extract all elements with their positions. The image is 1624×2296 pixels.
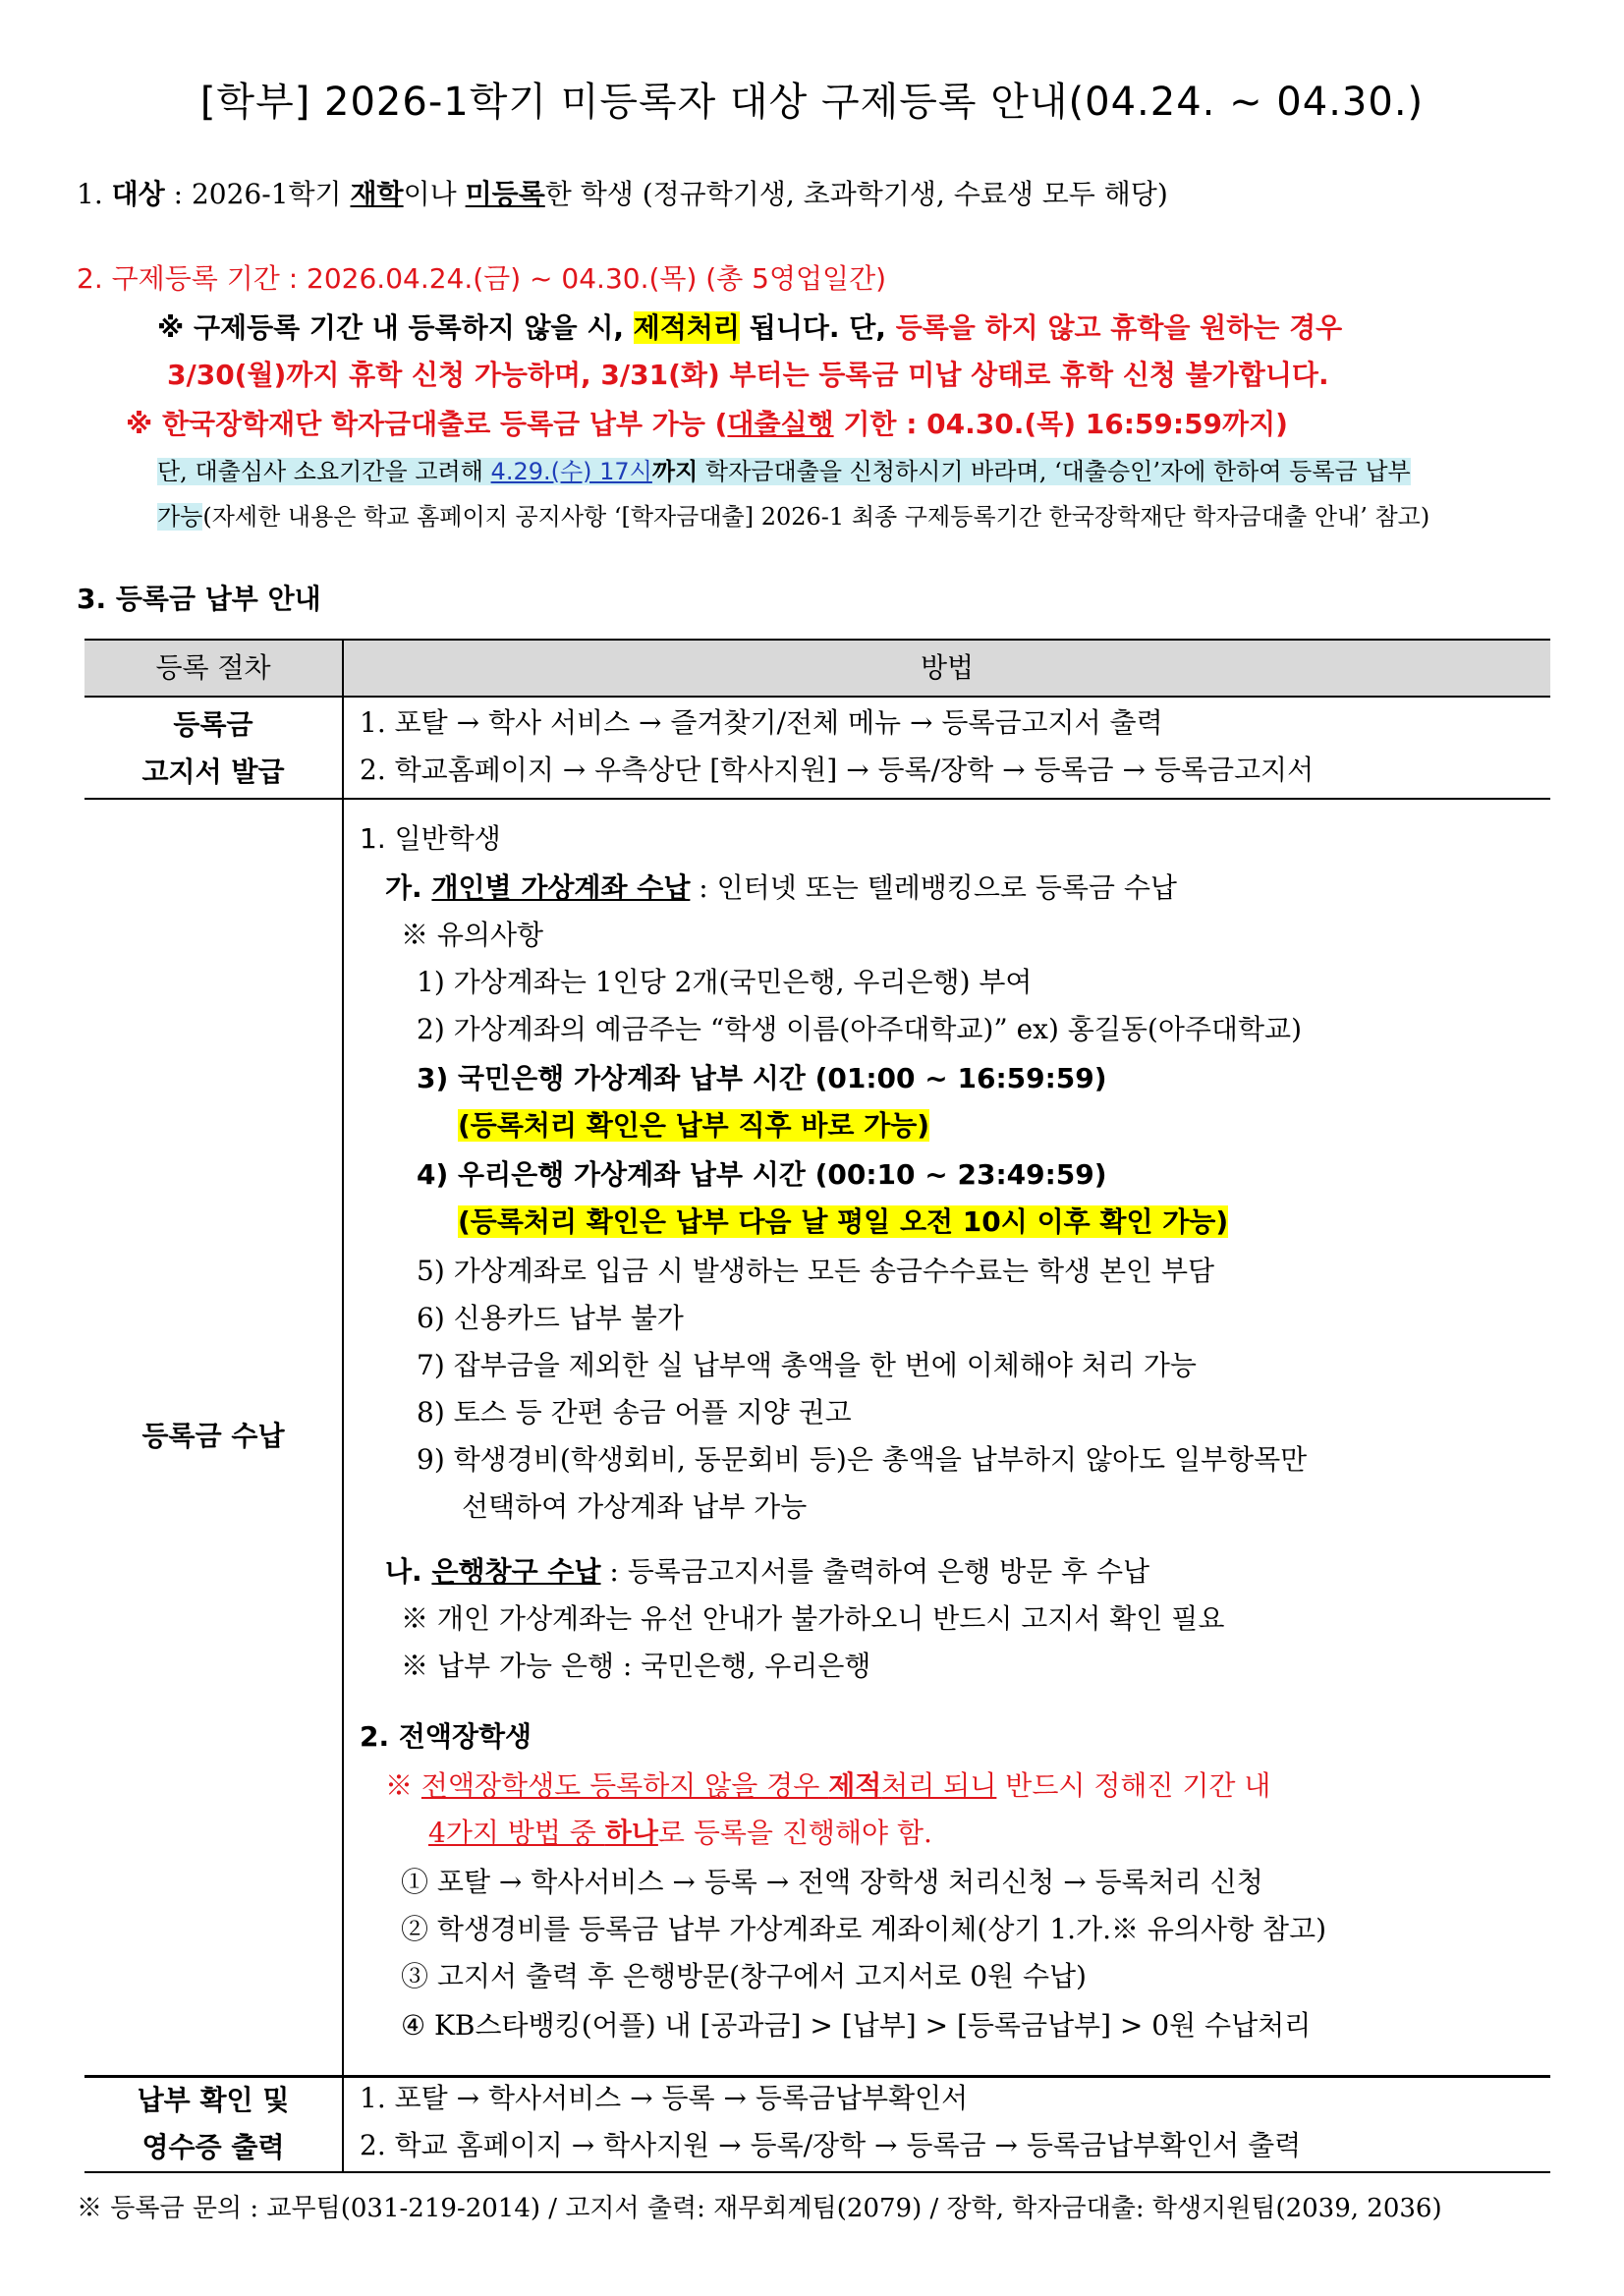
section-2-period: 2. 구제등록 기간 : 2026.04.24.(금) ~ 04.30.(목) (총 5영업일간) (77, 262, 887, 295)
receipt-step-1: 1. 포탈 → 학사서비스 → 등록 → 등록금납부확인서 (360, 2082, 969, 2114)
section-2-loan-note-cont: 가능(자세한 내용은 학교 홈페이지 공지사항 ‘[학자금대출] 2026-1 최종 구제등록기간 한국장학재단 학자금대출 안내’ 참고) (157, 503, 1430, 531)
section-2-loan-note: 단, 대출심사 소요기간을 고려해 4.29.(수) 17시까지 학자금대출을 신청하시기 바라며, ‘대출승인’자에 한하여 등록금 납부 (157, 458, 1411, 485)
page-title: [학부] 2026-1학기 미등록자 대상 구제등록 안내(04.24. ~ 04.30.) (199, 80, 1425, 125)
section-2-note-1-cont: 3/30(월)까지 휴학 신청 가능하며, 3/31(화) 부터는 등록금 미납 상태로 휴학 신청 불가합니다. (167, 359, 1329, 391)
col-header-method: 방법 (920, 651, 975, 684)
section-1-target: 1. 대상 : 2026-1학기 재학이나 미등록한 학생 (정규학기생, 초과학기생, 수료생 모두 해당) (77, 178, 1168, 210)
bill-issue-step-1: 1. 포탈 → 학사 서비스 → 즐겨찾기/전체 메뉴 → 등록금고지서 출력 (360, 706, 1163, 739)
full-scholarship-warning: ※ 전액장학생도 등록하지 않을 경우 제적처리 되니 반드시 정해진 기간 내 (385, 1769, 1271, 1802)
row-label-payment: 등록금 수납 (141, 1420, 285, 1452)
footer-contact: ※ 등록금 문의 : 교무팀(031-219-2014) / 고지서 출력: 재무회계팀(2079) / 장학, 학자금대출: 학생지원팀(2039, 2036) (77, 2194, 1442, 2223)
caution-item: 6) 신용카드 납부 불가 (417, 1302, 684, 1334)
caution-item: 1) 가상계좌는 1인당 2개(국민은행, 우리은행) 부여 (417, 966, 1033, 998)
full-scholarship-warning-cont: 4가지 방법 중 하나로 등록을 진행해야 함. (428, 1817, 932, 1849)
section-2-note-1: ※ 구제등록 기간 내 등록하지 않을 시, 제적처리 됩니다. 단, 등록을 하지 않고 휴학을 원하는 경우 (157, 311, 1343, 344)
bank-counter-heading: 나. 은행창구 수납 : 등록금고지서를 출력하여 은행 방문 후 수납 (385, 1555, 1150, 1588)
caution-item: 8) 토스 등 간편 송금 어플 지양 권고 (417, 1396, 852, 1428)
full-scholarship-heading: 2. 전액장학생 (360, 1720, 532, 1753)
bank-counter-note: ※ 납부 가능 은행 : 국민은행, 우리은행 (401, 1650, 871, 1682)
caution-item: 9) 학생경비(학생회비, 동문회비 등)은 총액을 납부하지 않아도 일부항목만 (417, 1443, 1308, 1476)
bank-counter-note: ※ 개인 가상계좌는 유선 안내가 불가하오니 반드시 고지서 확인 필요 (401, 1602, 1225, 1635)
payment-table (84, 639, 1550, 2173)
caution-item-cont: 선택하여 가상계좌 납부 가능 (462, 1490, 808, 1523)
caution-highlight: (등록처리 확인은 납부 직후 바로 가능) (458, 1109, 930, 1142)
registration-method: ② 학생경비를 등록금 납부 가상계좌로 계좌이체(상기 1.가.※ 유의사항 참고) (401, 1913, 1327, 1945)
section-2-note-2: ※ 한국장학재단 학자금대출로 등록금 납부 가능 (대출실행 기한 : 04.30.(목) 16:59:59까지) (126, 408, 1288, 440)
general-student-heading: 1. 일반학생 (360, 822, 501, 855)
caution-item: 4) 우리은행 가상계좌 납부 시간 (00:10 ~ 23:49:59) (417, 1158, 1107, 1191)
caution-highlight: (등록처리 확인은 납부 다음 날 평일 오전 10시 이후 확인 가능) (458, 1205, 1229, 1238)
caution-item: 3) 국민은행 가상계좌 납부 시간 (01:00 ~ 16:59:59) (417, 1062, 1107, 1094)
receipt-step-2: 2. 학교 홈페이지 → 학사지원 → 등록/장학 → 등록금 → 등록금납부확인서 출력 (360, 2129, 1302, 2161)
cautions-heading: ※ 유의사항 (401, 919, 544, 951)
caution-item: 5) 가상계좌로 입금 시 발생하는 모든 송금수수료는 학생 본인 부담 (417, 1255, 1215, 1287)
row-label-receipt-2: 영수증 출력 (141, 2131, 285, 2163)
virtual-account-heading: 가. 개인별 가상계좌 수납 : 인터넷 또는 텔레뱅킹으로 등록금 수납 (385, 871, 1177, 904)
bill-issue-step-2: 2. 학교홈페이지 → 우측상단 [학사지원] → 등록/장학 → 등록금 → 등록금고지서 (360, 754, 1315, 786)
registration-method: ① 포탈 → 학사서비스 → 등록 → 전액 장학생 처리신청 → 등록처리 신청 (401, 1866, 1263, 1898)
registration-method: ③ 고지서 출력 후 은행방문(창구에서 고지서로 0원 수납) (401, 1960, 1087, 1992)
caution-item: 7) 잡부금을 제외한 실 납부액 총액을 한 번에 이체해야 처리 가능 (417, 1349, 1197, 1381)
row-label-bill-issue-1: 등록금 (173, 708, 253, 741)
registration-method: ④ KB스타뱅킹(어플) 내 [공과금] > [납부] > [등록금납부] > 0원 수납처리 (401, 2009, 1312, 2042)
caution-item: 2) 가상계좌의 예금주는 “학생 이름(아주대학교)” ex) 홍길동(아주대학교) (417, 1013, 1303, 1045)
row-label-bill-issue-2: 고지서 발급 (141, 756, 285, 788)
section-3-title: 3. 등록금 납부 안내 (77, 583, 321, 615)
col-header-procedure: 등록 절차 (155, 651, 271, 684)
row-label-receipt-1: 납부 확인 및 (137, 2084, 290, 2116)
